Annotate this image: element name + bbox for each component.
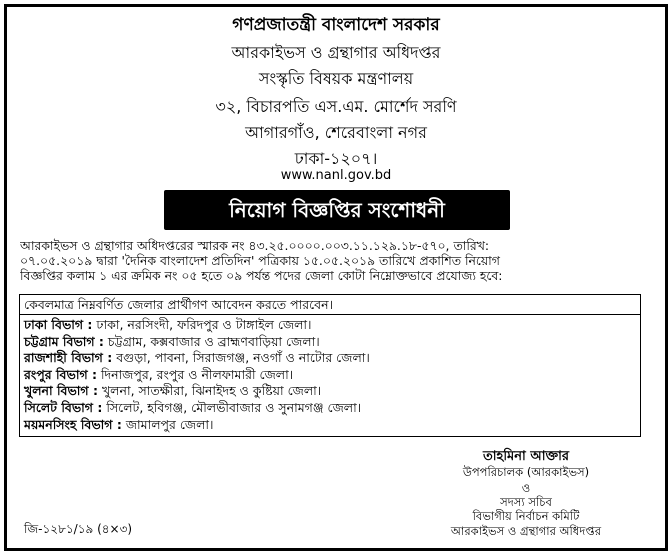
government-name: গণপ্রজাতন্ত্রী বাংলাদেশ সরকার [232, 15, 440, 35]
table-header: কেবলমাত্র নিম্নবর্ণিত জেলার প্রার্থীগণ আবেদন করতে পারবেন। [20, 295, 640, 315]
division-name: রাজশাহী বিভাগ : [24, 350, 113, 366]
intro-paragraph [20, 238, 656, 283]
district-quota-table [19, 294, 641, 437]
division-name: ময়মনসিংহ বিভাগ : [24, 416, 122, 432]
address-street: ৩২, বিচারপতি এস.এম. মোর্শেদ সরণি [215, 97, 457, 116]
table-row [24, 367, 636, 384]
table-body [20, 315, 640, 436]
signatory-committee: বিভাগীয় নির্বাচন কমিটি [472, 509, 580, 523]
intro-line: ০৭.০৫.২০১৯ দ্বারা 'দৈনিক বাংলাদেশ প্রতিদিন' পত্রিকায় ১৫.০৫.২০১৯ তারিখে প্রকাশিত নিয়োগ [20, 253, 500, 268]
ministry-name: সংস্কৃতি বিষয়ক মন্ত্রণালয় [258, 69, 414, 88]
reference-number: জি-১২৮১/১৯ (৪×৩) [24, 522, 133, 536]
division-name: রংপুর বিভাগ : [24, 366, 97, 382]
notice-title: নিয়োগ বিজ্ঞপ্তির সংশোধনী [164, 190, 510, 230]
signatory-conjunction: ও [521, 481, 531, 495]
division-districts: জামালপুর জেলা। [121, 416, 214, 432]
department-name: আরকাইভস ও গ্রন্থাগার অধিদপ্তর [231, 43, 441, 62]
division-districts: সিলেট, হবিগঞ্জ, মৌলভীবাজার ও সুনামগঞ্জ জেলা। [102, 399, 362, 415]
division-districts: ঢাকা, নরসিংদী, ফরিদপুর ও টাঙ্গাইল জেলা। [92, 317, 312, 332]
division-name: ঢাকা বিভাগ : [24, 317, 93, 332]
table-row [24, 383, 636, 400]
division-name: চট্টগ্রাম বিভাগ : [24, 333, 104, 349]
signatory-designation: উপপরিচালক (আরকাইভস) [462, 465, 590, 479]
intro-line: আরকাইভস ও গ্রন্থাগার অধিদপ্তরের স্মারক নং ৪৩.২৫.০০০০.০০৩.১১.১২৯.১৮-৫৭০, তারিখ: [20, 238, 490, 253]
division-districts: খুলনা, সাতক্ষীরা, ঝিনাইদহ ও কুষ্টিয়া জেলা। [97, 383, 322, 399]
table-row [24, 334, 636, 351]
signatory-name: তাহমিনা আক্তার [482, 449, 570, 464]
division-districts: বগুড়া, পাবনা, সিরাজগঞ্জ, নওগাঁ ও নাটোর জেলা। [112, 350, 370, 366]
intro-line: বিজ্ঞপ্তির কলাম ১ এর ক্রমিক নং ০৫ হতে ০৯ পর্যন্ত পদের জেলা কোটা নিম্নোক্তভাবে প্রযোজ্য হবে: [20, 268, 503, 283]
table-row [24, 350, 636, 367]
division-name: সিলেট বিভাগ : [24, 399, 103, 415]
division-districts: দিনাজপুর, রংপুর ও নীলফামারী জেলা। [96, 366, 294, 382]
table-row [24, 417, 636, 434]
table-row [24, 317, 636, 334]
division-districts: চট্টগ্রাম, কক্সবাজার ও ব্রাহ্মণবাড়িয়া জেলা। [103, 333, 320, 349]
table-row [24, 400, 636, 417]
address-city: ঢাকা-১২০৭। [294, 149, 378, 168]
signatory-role: সদস্য সচিব [500, 495, 552, 509]
division-name: খুলনা বিভাগ : [24, 383, 98, 399]
signatory-office: আরকাইভস ও গ্রন্থাগার অধিদপ্তর [450, 524, 602, 538]
address-area: আগারগাঁও, শেরেবাংলা নগর [245, 123, 427, 142]
website-link[interactable]: www.nanl.gov.bd [280, 168, 392, 183]
